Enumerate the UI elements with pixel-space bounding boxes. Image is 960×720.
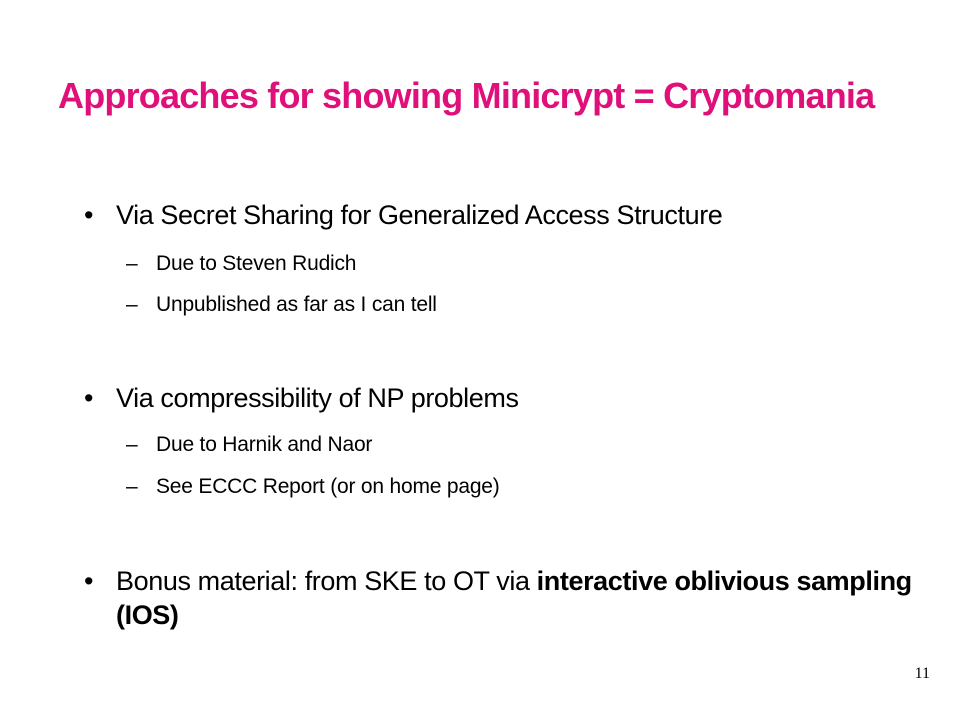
- sub-marker: –: [126, 293, 138, 316]
- bullet-item-bonus-material: [84, 564, 920, 632]
- bullet-item-secret-sharing: [84, 198, 920, 232]
- bullet-text: Via Secret Sharing for Generalized Access Structure: [116, 200, 723, 230]
- slide-title: Approaches for showing Minicrypt = Cryptomania: [58, 75, 875, 116]
- sub-item: [126, 432, 906, 458]
- sub-item-text: Due to Harnik and Naor: [156, 433, 373, 456]
- sub-marker: –: [126, 433, 138, 456]
- bullet-item-compressibility: [84, 381, 920, 415]
- page-number: 11: [914, 665, 930, 682]
- sub-marker: –: [126, 252, 138, 275]
- sub-marker: –: [126, 475, 138, 498]
- sub-item: [126, 292, 906, 318]
- bullet-text-plain: Bonus material: from SKE to OT via: [116, 566, 537, 596]
- bullet-text: [116, 564, 920, 632]
- sub-item-text: See ECCC Report (or on home page): [156, 475, 500, 498]
- bullet-text: Via compressibility of NP problems: [116, 383, 519, 413]
- bullet-marker: •: [84, 566, 94, 596]
- bullet-text-bold: interactive oblivious sampling (IOS): [116, 566, 912, 630]
- bullet-marker: •: [84, 200, 94, 230]
- sub-item-text: Unpublished as far as I can tell: [156, 293, 437, 316]
- sub-item: [126, 474, 906, 500]
- bullet-marker: •: [84, 383, 94, 413]
- sub-item-text: Due to Steven Rudich: [156, 252, 357, 275]
- sub-item: [126, 251, 906, 277]
